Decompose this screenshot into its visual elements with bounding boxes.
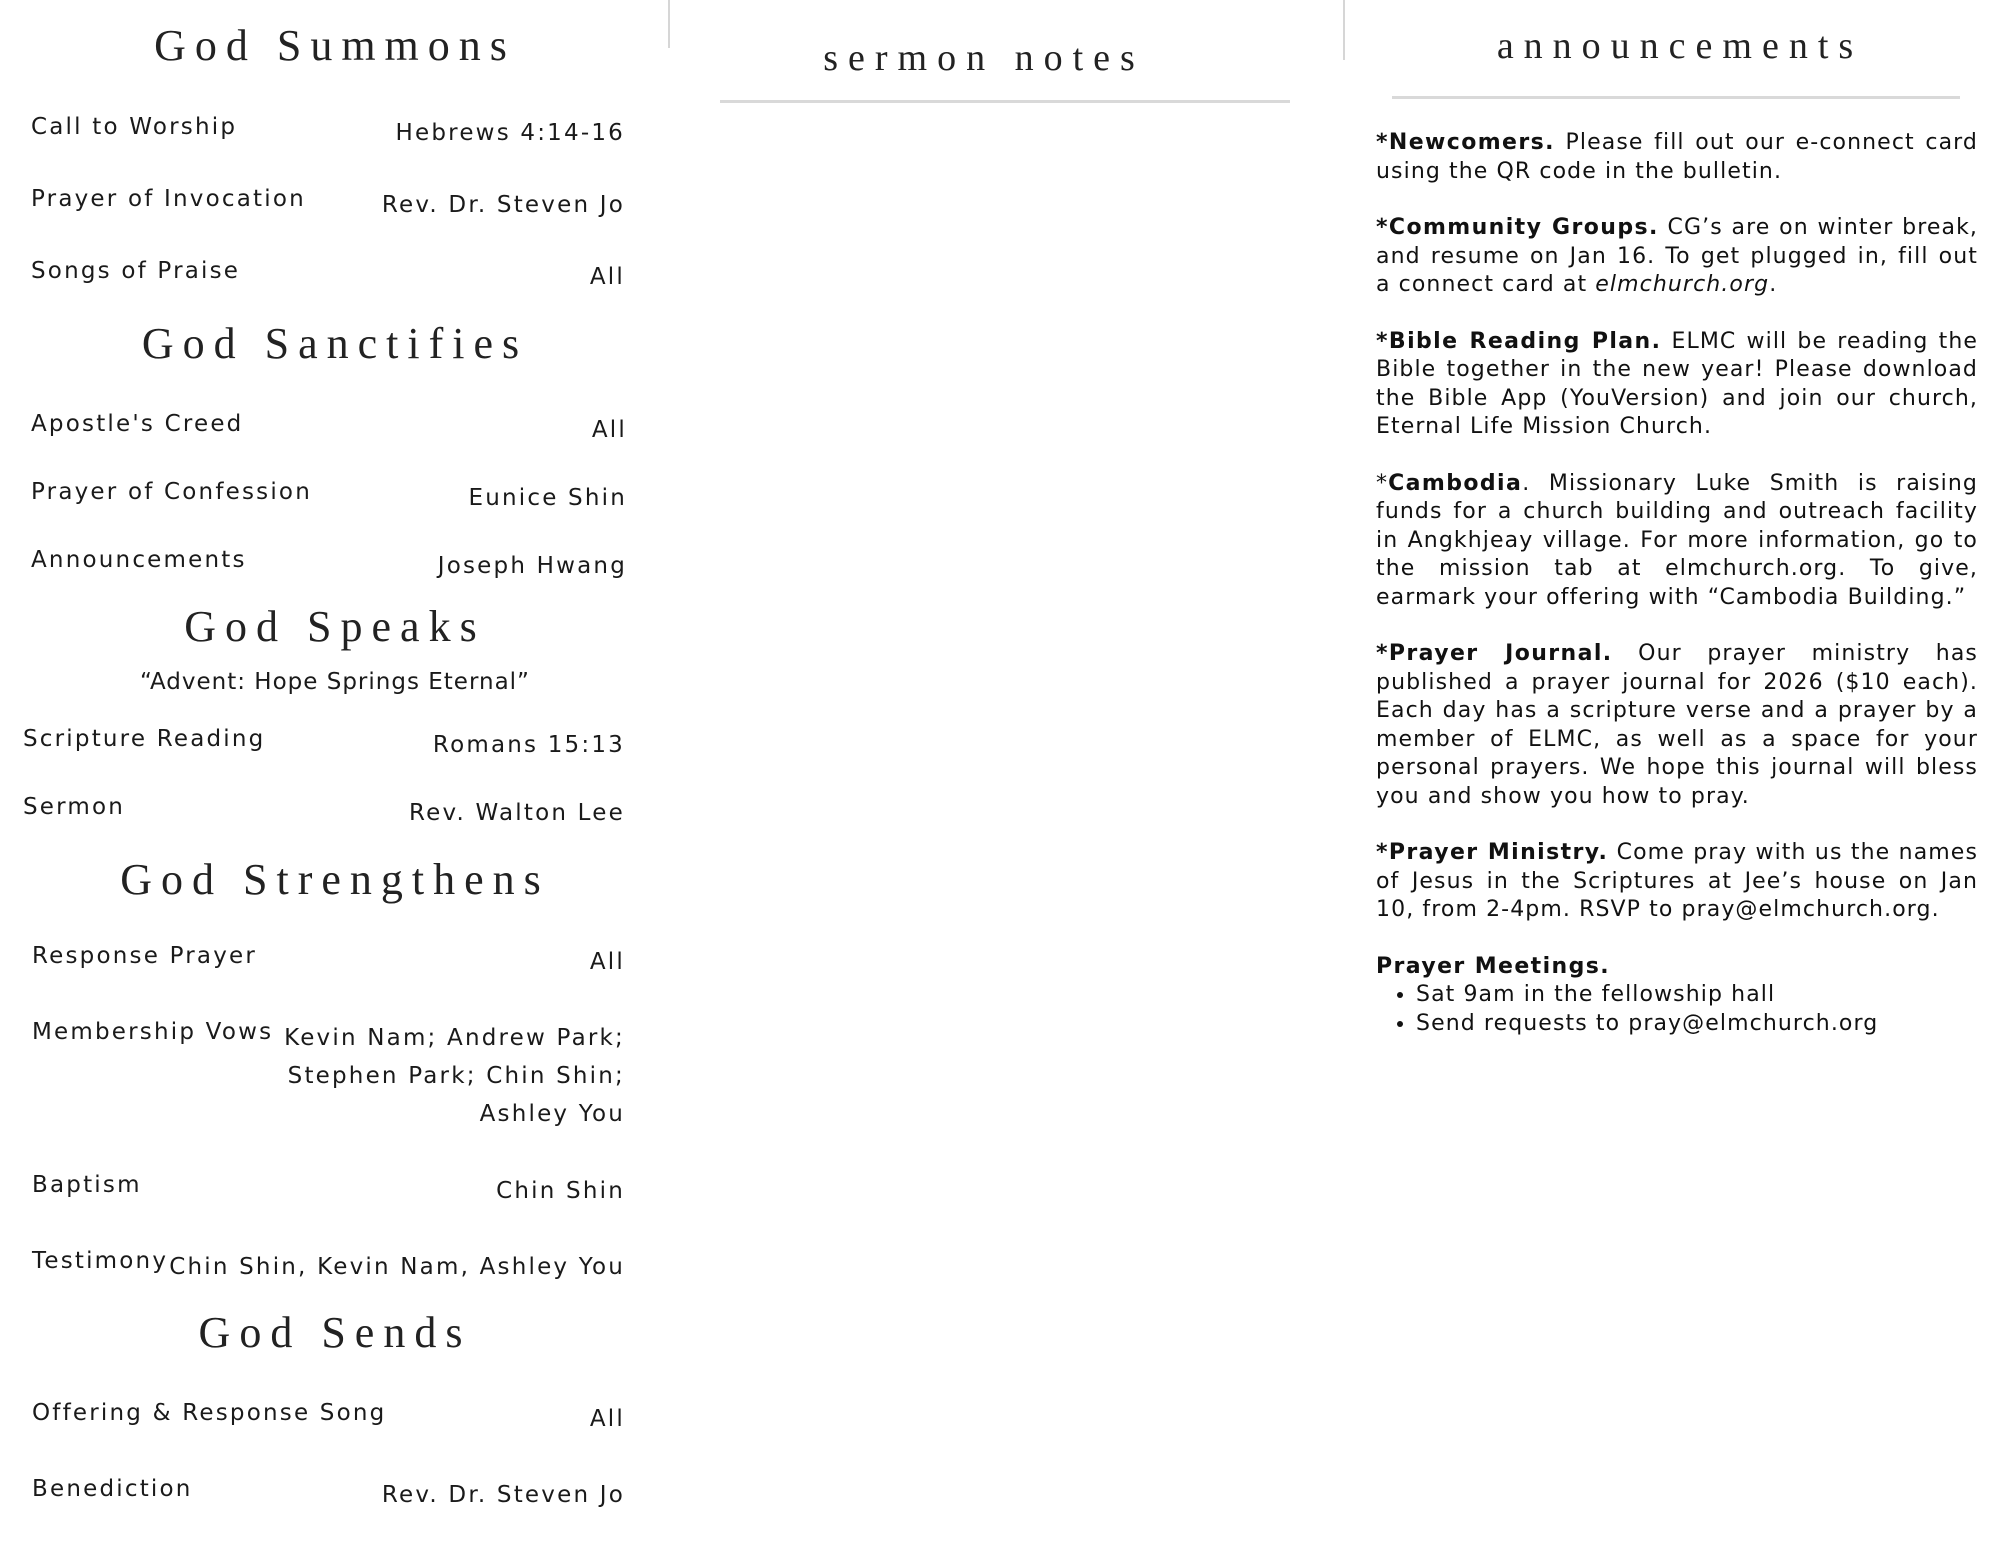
announcement-community-groups: *Community Groups. CG’s are on winter break, and resume on Jan 16. To get plugged in, fill out a connect card at elmchurch.org. <box>1376 215 1978 297</box>
worship-role: Songs of Praise <box>31 258 241 284</box>
prayer-meetings-list <box>1376 981 1978 1038</box>
worship-item <box>31 479 627 517</box>
worship-item <box>32 1476 625 1514</box>
worship-leader: Rev. Dr. Steven Jo <box>381 1482 625 1508</box>
worship-item <box>32 1172 625 1210</box>
worship-item <box>32 1019 625 1133</box>
announcement-prayer-ministry: *Prayer Ministry. Come pray with us the names of Jesus in the Scriptures at Jee’s house on Jan 10, from 2-4pm. RSVP to pray@elmchurch.org. <box>1376 840 1979 922</box>
sermon-notes-area[interactable] <box>720 110 1290 1510</box>
worship-item <box>31 411 627 449</box>
section-title-sanctifies: God Sanctifies <box>141 319 529 368</box>
section-title-sends: God Sends <box>198 1308 472 1357</box>
worship-item <box>23 726 625 764</box>
worship-role: Scripture Reading <box>23 726 266 752</box>
worship-leader: Ashley You <box>479 1101 625 1127</box>
worship-role: Prayer of Invocation <box>31 186 306 212</box>
worship-role: Baptism <box>32 1172 142 1198</box>
worship-item <box>31 186 625 224</box>
worship-leader: Kevin Nam; Andrew Park; <box>284 1025 625 1051</box>
announcement-newcomers: *Newcomers. Please fill out our e-connect card using the QR code in the bulletin. <box>1376 130 1978 184</box>
worship-item <box>31 547 627 585</box>
worship-role: Announcements <box>31 547 247 573</box>
worship-role: Response Prayer <box>32 943 258 969</box>
worship-role: Prayer of Confession <box>31 479 312 505</box>
worship-leader: Hebrews 4:14-16 <box>395 120 625 146</box>
announcement-cambodia: *Cambodia. Missionary Luke Smith is raising funds for a church building and outreach facility in Angkhjeay village. For more information, go to the mission tab at elmchurch.org. To give, earmark your offering with “Cambodia Building.” <box>1376 470 1978 610</box>
announcements-rule <box>1392 96 1960 99</box>
announcement-bible-reading: *Bible Reading Plan. ELMC will be reading the Bible together in the new year! Please download the Bible App (YouVersion) and join our church, Eternal Life Mission Church. <box>1376 328 1979 439</box>
section-title-summons: God Summons <box>154 21 516 70</box>
sermon-notes-rule <box>720 100 1290 103</box>
sermon-title: “Advent: Hope Springs Eternal” <box>140 669 530 695</box>
worship-leader: Joseph Hwang <box>437 553 627 579</box>
prayer-meetings-label: Prayer Meetings. <box>1376 953 1610 979</box>
worship-role: Membership Vows <box>32 1019 274 1045</box>
worship-role: Sermon <box>23 794 126 820</box>
worship-item <box>32 1400 625 1438</box>
sermon-notes-title: sermon notes <box>823 37 1145 79</box>
worship-leader: Rev. Dr. Steven Jo <box>381 192 625 218</box>
worship-leader: All <box>589 264 625 290</box>
worship-item <box>32 943 625 981</box>
section-title-strengthens: God Strengthens <box>120 855 550 904</box>
worship-role: Offering & Response Song <box>32 1400 387 1426</box>
announcements-title: announcements <box>1496 25 1864 67</box>
worship-leader: Rev. Walton Lee <box>409 800 625 826</box>
worship-item <box>32 1248 625 1286</box>
worship-leader-list <box>284 1019 625 1133</box>
worship-item <box>31 258 625 296</box>
list-item: • Send requests to pray@elmchurch.org <box>1416 1010 1978 1039</box>
worship-role: Benediction <box>32 1476 193 1502</box>
announcements-body <box>1376 129 1978 1038</box>
worship-leader: Eunice Shin <box>468 485 627 511</box>
column-divider-right <box>1343 0 1345 60</box>
worship-leader: Chin Shin, Kevin Nam, Ashley You <box>169 1254 625 1280</box>
worship-role: Testimony <box>32 1248 169 1274</box>
worship-item <box>31 114 625 152</box>
announcement-prayer-meetings <box>1376 953 1978 1039</box>
worship-role: Apostle's Creed <box>31 411 244 437</box>
worship-role: Call to Worship <box>31 114 238 140</box>
worship-leader: All <box>589 949 625 975</box>
worship-leader: Chin Shin <box>496 1178 625 1204</box>
worship-leader: Romans 15:13 <box>432 732 625 758</box>
worship-leader: Stephen Park; Chin Shin; <box>287 1063 625 1089</box>
worship-leader: All <box>589 1406 625 1432</box>
website-link[interactable]: elmchurch.org <box>1595 272 1770 297</box>
list-item: • Sat 9am in the fellowship hall <box>1416 981 1978 1010</box>
worship-item <box>23 794 625 832</box>
worship-leader: All <box>591 417 627 443</box>
section-title-speaks: God Speaks <box>184 602 486 651</box>
announcement-prayer-journal: *Prayer Journal. Our prayer ministry has published a prayer journal for 2026 ($10 each). Each day has a scripture verse and a prayer by a member of ELMC, as well as a space for your personal prayers. We hope this journal will bless you and show you how to pray. <box>1376 641 1978 809</box>
